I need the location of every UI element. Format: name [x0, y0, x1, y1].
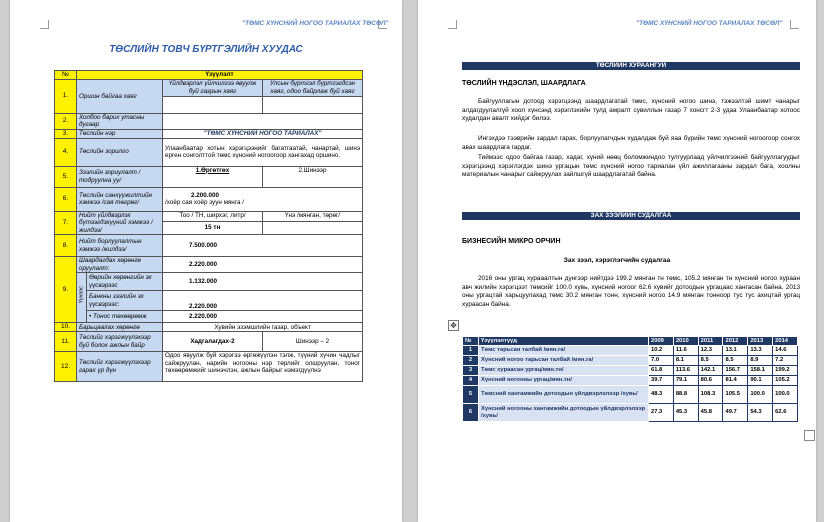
value-cell: 7.500.000	[163, 235, 363, 257]
row-number: 10.	[55, 323, 77, 332]
row-number: 3	[463, 366, 479, 376]
value-cell: 61.8	[649, 366, 674, 376]
row-number: 4	[463, 376, 479, 386]
row-number: 2.	[55, 113, 77, 129]
page-header: "ТӨМС ХҮНСНИЙ НОГОО ТАРИАЛАХ ТӨСӨЛ"	[636, 20, 783, 27]
margin-corner-mark	[448, 20, 457, 29]
row-label: Төмсний хангамжийн дотоодын үйлдвэрлэлээр /хувь/	[479, 386, 649, 404]
value-cell: 156.7	[723, 366, 748, 376]
row-label: Хүнсний ногооны хангамжийн дотоодын үйлдвэрлэлээр /хувь/	[479, 404, 649, 422]
row-label: Хүнсний ногоо тарьсан талбай /мян.га/	[479, 356, 649, 366]
value-cell: Тоо / ТН, ширхэг, литр/	[163, 211, 263, 221]
value-cell: 1.Өргөтгөх	[163, 166, 263, 187]
value-cell: 2.220.000	[163, 311, 363, 323]
table-header-cell: 2010	[673, 337, 698, 346]
value-cell: 90.1	[748, 376, 773, 386]
value-cell: 1.132.000	[163, 273, 363, 291]
value-cell: 45.8	[698, 404, 723, 422]
value-cell: 8.9	[748, 356, 773, 366]
row-label: Төслийн нэр	[77, 129, 163, 138]
value-cell: Шинээр – 2	[263, 332, 363, 352]
table-header-cell: №	[463, 337, 479, 346]
table-header-cell: 2013	[748, 337, 773, 346]
value-cell: 2.Шинээр	[263, 166, 363, 187]
col-header-no: №	[55, 71, 77, 80]
value-cell: 7.0	[649, 356, 674, 366]
row-number: 8.	[55, 235, 77, 257]
row-number: 5.	[55, 166, 77, 187]
statistics-table	[462, 336, 798, 422]
subheader-cell: Үйлдвэрлэл үйлчилгээ явуулж буй газрын хаяг	[163, 79, 263, 96]
value-cell: "ТӨМС ХҮНСНИЙ НОГОО ТАРИАЛАХ"	[163, 129, 363, 138]
value-cell[interactable]	[263, 221, 363, 235]
table-header-cell: 2009	[649, 337, 674, 346]
table-row	[463, 366, 798, 376]
row-label: Төмс хураасан ургац/мян.тн/	[479, 366, 649, 376]
table-header-cell: Үзүүлэлтүүд	[479, 337, 649, 346]
value-cell: 100.0	[748, 386, 773, 404]
amount-words: /хоёр сая хоёр зуун мянга /	[165, 199, 244, 207]
row-label: Төмс тарьсан талбай /мян.га/	[479, 346, 649, 356]
section-banner-summary: ТӨСЛИЙН ХУРААНГУЙ	[462, 62, 800, 70]
subheader-cell: Улсын бүртгэл бүртгэгдсэн хаяг, одоо байрлаж буй хаяг	[263, 79, 363, 96]
value-cell: 48.3	[649, 386, 674, 404]
table-row	[463, 356, 798, 366]
page-title: ТӨСЛИЙН ТОВЧ БҮРТГЭЛИЙН ХУУДАС	[109, 44, 303, 55]
value-cell: 14.6	[773, 346, 798, 356]
amount-value: 2.200.000	[191, 191, 220, 199]
value-cell: Хувийн эзэмшлийн газар, объект	[163, 323, 363, 332]
value-cell: 39.7	[649, 376, 674, 386]
value-cell: 80.6	[698, 376, 723, 386]
row-number: 5	[463, 386, 479, 404]
page-header: "ТӨМС ХҮНСНИЙ НОГОО ТАРИАЛАХ ТӨСӨЛ"	[242, 20, 389, 27]
value-cell: 45.3	[673, 404, 698, 422]
row-number: 11.	[55, 332, 77, 352]
row-label: Нийт борлуулалтын хэмжээ /жилдээ/	[77, 235, 163, 257]
value-cell: 7.2	[773, 356, 798, 366]
row-number: 1.	[55, 79, 77, 113]
value-cell: Үнэ /мянган, төрөг/	[263, 211, 363, 221]
row-side-label: Үүнээс	[77, 273, 87, 323]
sub-row-label: • Тонос төхөөрөмж	[87, 311, 163, 323]
row-number: 3.	[55, 129, 77, 138]
col-header-indicator: Үзүүлэлт	[77, 71, 363, 80]
margin-corner-mark	[790, 20, 799, 29]
row-number: 6.	[55, 187, 77, 211]
value-cell: 2.220.000	[163, 257, 363, 273]
value-cell: 2.220.000	[163, 291, 363, 311]
row-label: Төслийг хэрэгжүүлэхээр буй болох ажлын байр	[77, 332, 163, 352]
section-heading: БИЗНЕСИЙН МИКРО ОРЧИН	[462, 238, 561, 245]
value-cell: 88.8	[673, 386, 698, 404]
row-label: Шаардагдах хөрөнгө оруулалт:	[77, 257, 163, 273]
value-cell: Улаанбаатар хотын хэрэгцээнийг багатгаатай, чанартай, шинэ ерген сонголттой төмс хүнсний ногоогоор хангахад оршино.	[163, 138, 363, 166]
row-number: 7.	[55, 211, 77, 235]
table-row	[463, 346, 798, 356]
value-cell: 8.1	[673, 356, 698, 366]
row-number: 1	[463, 346, 479, 356]
value-cell: 8.5	[723, 356, 748, 366]
value-cell: 199.2	[773, 366, 798, 376]
row-label: Төслийн санхүүжилтийн хэмжээ /сая төгрөг/	[77, 187, 163, 211]
document-page-2	[418, 0, 816, 522]
row-number: 6	[463, 404, 479, 422]
row-label: Нийт үйлдвэрлэх бүтээгдэхүүний хэмжээ /жилдээ/	[77, 211, 163, 235]
value-cell: Одоо явуулж буй хэрэгээ өргөжүүлэн тэлж, түүний хүчин чадлыг сайжруулан, нарийн ногооны нэр төрлийг олшруулан, тоног төхөөрөмжийг шинэчлэн, ажлын байрыг нэмэгдүүлнэ	[163, 352, 363, 382]
sub-row-label: Өөрийн хөрөнгийн эх үүсвэрээс	[87, 273, 163, 291]
value-cell: 13.1	[723, 346, 748, 356]
table-row	[463, 376, 798, 386]
value-cell[interactable]	[163, 113, 363, 129]
margin-corner-mark	[40, 20, 49, 29]
value-cell: 54.3	[748, 404, 773, 422]
resize-handle-icon[interactable]	[804, 430, 815, 441]
row-label: Хүнсний ногооны ургац/мян.тн/	[479, 376, 649, 386]
row-label: Оршин байгаа хаяг	[77, 79, 163, 113]
value-cell: 12.3	[698, 346, 723, 356]
move-handle-icon[interactable]: ✥	[448, 320, 459, 331]
row-label: Холбоо барих утасны дугаар	[77, 113, 163, 129]
row-label: Төслийг хэрэгжүүлэхээр гарах үр дүн	[77, 352, 163, 382]
value-cell: 105.5	[723, 386, 748, 404]
paragraph: Ингэхдээ тээврийн зардал гарах, борлуулагчдын худалдаж буй яаа бүрийн төмс хүнсний ногоогоор сонгох авах шаардлага гардаг.	[462, 135, 800, 151]
row-number: 12.	[55, 352, 77, 382]
value-cell: 15 тн	[163, 221, 263, 235]
value-cell: 10.2	[649, 346, 674, 356]
value-cell: 62.6	[773, 404, 798, 422]
value-cell: 113.6	[673, 366, 698, 376]
row-number: 2	[463, 356, 479, 366]
table-row	[463, 404, 798, 422]
section-heading: ТӨСЛИЙН ҮНДЭСЛЭЛ, ШААРДЛАГА	[462, 80, 586, 87]
table-header-cell: 2014	[773, 337, 798, 346]
row-label: Зээлийн зориулалт /тодруулна уу/	[77, 166, 163, 187]
document-page-1	[10, 0, 402, 522]
value-cell: 13.3	[748, 346, 773, 356]
table-row	[463, 386, 798, 404]
value-cell: 49.7	[723, 404, 748, 422]
subsection-heading: Зах зээл, хэрэглэгчийн судалгаа	[563, 257, 671, 264]
value-cell: 81.4	[723, 376, 748, 386]
row-number: 9.	[55, 257, 77, 323]
table-header-cell: 2011	[698, 337, 723, 346]
project-registration-table	[54, 70, 363, 382]
value-cell: 8.5	[698, 356, 723, 366]
value-cell: 27.3	[649, 404, 674, 422]
sub-row-label: Банкны зээлийн эх үүсвэрээс:	[87, 291, 163, 311]
paragraph: 2016 оны ургац хурааалтын дүнгээр нийтдээ 199.2 мянган тн төмс, 105.2 мянган тн хүнсний ногоо хураан авч жилийн хэрэгцээт төмсийг 100.0 хувь, хүнсний ногоог 62.6 хувийг дотоодын ургацаас хангасан байна. 2013 оны ургацтай харьцуулахад төмс 30.2 мянган тонн, хүнсний ногоо 14.9 мянган тонноор тус тус ахицтай ургац хураасан байна.	[462, 275, 800, 308]
value-cell: 11.6	[673, 346, 698, 356]
paragraph: Байгууллагын дотоод хэрэгцээнд шаардлагатай төмс, хүнсний ногоо шинэ, тэжээлтэй шимт чанарыг алдагдуулалгүй хоол хүнсэнд хэрэглэхийн тулд амралт сувиллын газар 7 хонсгт 2-3 удаа Улаанбаатар хотоос худалдан авалт хийдэг билээ.	[462, 98, 800, 123]
value-cell: 158.1	[748, 366, 773, 376]
value-cell: 105.2	[773, 376, 798, 386]
value-cell: 142.1	[698, 366, 723, 376]
paragraph: Тиймээс одоо байгаа газар, хадаг, хүний нөөц боломжиндоо тулгуурлаад үйлчилгээний байгууллагуудыг хэрэгцээнд хэрэглэгдэх шинэ ургацын төмс хүнсний ногоо тариалан үйл ажиллагааны зардал бага, хоолны материалын чанарыг сайжруулах зайлшгүй шаардлагатай байна.	[462, 154, 800, 179]
value-cell[interactable]	[163, 96, 263, 113]
value-cell: Хадгалагдах-2	[163, 332, 263, 352]
value-cell: 100.0	[773, 386, 798, 404]
table-header-cell: 2012	[723, 337, 748, 346]
row-label: Барьцаалах хөрөнгө	[77, 323, 163, 332]
value-cell: 79.1	[673, 376, 698, 386]
row-number: 4.	[55, 138, 77, 166]
value-cell	[163, 187, 363, 211]
row-label: Төслийн зорилго	[77, 138, 163, 166]
section-banner-market: ЗАХ ЗЭЭЛИЙН СУДАЛГАА	[462, 212, 800, 220]
value-cell[interactable]	[263, 96, 363, 113]
value-cell: 108.3	[698, 386, 723, 404]
